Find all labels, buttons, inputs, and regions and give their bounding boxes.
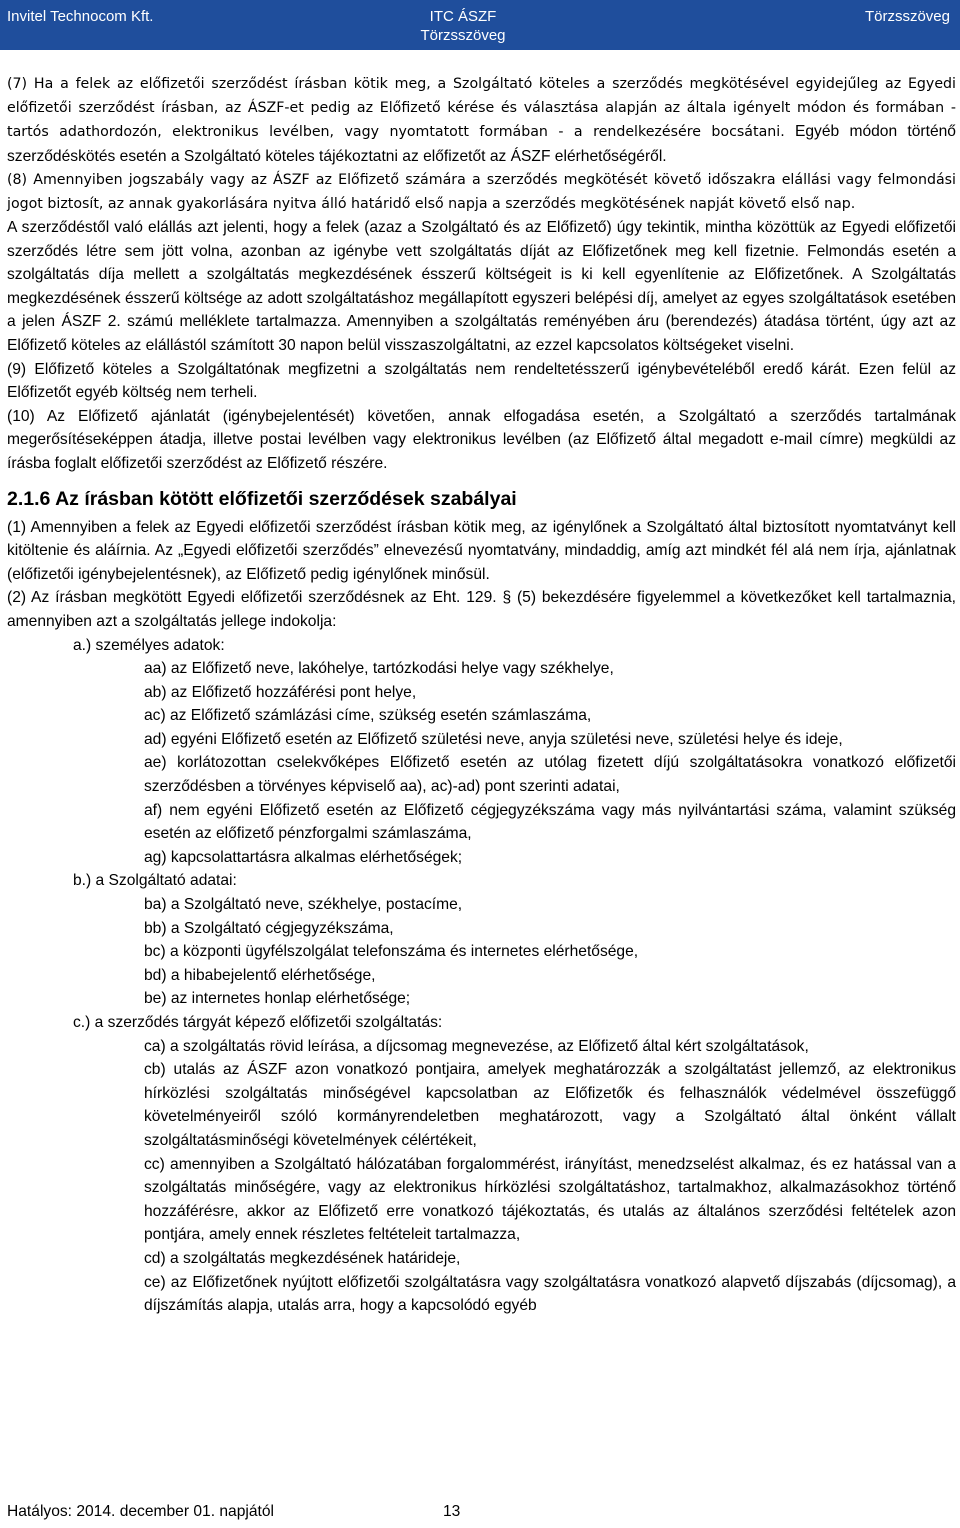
list-item: cb) utalás az ÁSZF azon vonatkozó pontjaira, amelyek meghatározzák a szolgáltatást jellemző, az elektronikus hírközlési szolgáltatás minőségével kapcsolatban az Előfizetők és felhasználók védelmével összefüggő követelményeiről szóló kormányrendeletben meghatározott, vagy a Szolgáltató által önként vállalt szolgáltatásminőségi követelmények célértékeit,: [144, 1061, 956, 1149]
page-header: [0, 0, 960, 50]
page-number: 13: [443, 1503, 461, 1520]
paragraph-7-part-2: Egyéb módon történő szerződéskötés esetén a Szolgáltató köteles tájékoztatni az előfizetőt az ÁSZF elérhetőségéről.: [7, 123, 956, 165]
header-company: Invitel Technocom Kft.: [7, 8, 154, 25]
header-document-title: [408, 7, 518, 45]
list-item: cc) amennyiben a Szolgáltató hálózatában forgalommérést, irányítást, menedzselést alkalmaz, és ez hatással van a szolgáltatás minőségére, vagy az elektronikus hírközlési szolgáltatáshoz, tartalmakhoz, alkalmazásokhoz történő hozzáférésre, akkor az Előfizető erre vonatkozó tájékoztatás, és utalás az általános szerződési feltételek azon pontjára, amely ennek részletes feltételeit tartalmazza,: [144, 1155, 956, 1244]
list-item: bb) a Szolgáltató cégjegyzékszáma,: [144, 919, 394, 937]
list-item: ba) a Szolgáltató neve, székhelye, postacíme,: [144, 896, 463, 914]
section-paragraph-2: (2) Az írásban megkötött Egyedi előfizetői szerződésnek az Eht. 129. § (5) bekezdésére figyelemmel a következőket kell tartalmaznia, amennyiben azt a szolgáltatás jellege indokolja:: [7, 589, 956, 630]
list-item: cd) a szolgáltatás megkezdésének határideje,: [144, 1249, 461, 1267]
paragraph-10: (10) Az Előfizető ajánlatát (igénybejelentését) követően, annak elfogadása esetén, a Szolgáltató a szerződés tartalmának megerősítéseképpen átadja, illetve postai levélben vagy elektronikus levélben (az Előfizető által megadott e-mail címre) megküldi az írásba foglalt előfizetői szerződést az Előfizető részére.: [7, 407, 956, 472]
header-title-line2: Törzsszöveg: [420, 27, 506, 44]
section-heading: 2.1.6 Az írásban kötött előfizetői szerződések szabályai: [7, 487, 517, 510]
list-a-label: a.) személyes adatok:: [73, 636, 225, 654]
list-b-label: b.) a Szolgáltató adatai:: [73, 872, 237, 890]
list-item: ca) a szolgáltatás rövid leírása, a díjcsomag megnevezése, az Előfizető által kért szolgáltatások,: [144, 1037, 809, 1055]
document-body: [7, 73, 956, 1318]
list-item: be) az internetes honlap elérhetősége;: [144, 990, 411, 1008]
list-item: ac) az Előfizető számlázási címe, szükség esetén számlaszáma,: [144, 707, 592, 725]
footer-effective-date: Hatályos: 2014. december 01. napjától: [7, 1503, 274, 1520]
page-footer: [7, 1502, 461, 1522]
header-title-line1: ITC ÁSZF: [429, 8, 497, 25]
list-c-label: c.) a szerződés tárgyát képező előfizetői szolgáltatás:: [73, 1014, 443, 1031]
list-item: ae) korlátozottan cselekvőképes Előfizető esetén az utólag fizetett díjú szolgáltatásokra vonatkozó előfizetői szerződésben a törvényes képviselő aa), ac)-ad) pont szerinti adatai,: [144, 754, 956, 796]
section-paragraph-1: (1) Amennyiben a felek az Egyedi előfizetői szerződést írásban kötik meg, az igénylőnek a Szolgáltató által biztosított nyomtatványt kell kitöltenie és aláírnia. Az „Egyedi előfizetői szerződés” elnevezésű nyomtatvány, mindaddig, amíg azt mindkét fél alá nem írja, ajánlatnak (előfizetői igénybejelentésnek), az Előfizető pedig igénylőnek minősül.: [7, 518, 956, 583]
list-item: af) nem egyéni Előfizető esetén az Előfizető cégjegyzékszáma vagy más nyilvántartási száma, valamint szükség esetén az előfizető pénzforgalmi számlaszáma,: [144, 801, 956, 843]
list-item: ce) az Előfizetőnek nyújtott előfizetői szolgáltatásra vagy szolgáltatásra vonatkozó alapvető díjszabás (díjcsomag), a díjszámítás alapja, utalás arra, hogy a kapcsolódó egyéb: [144, 1273, 956, 1315]
list-item: ag) kapcsolattartásra alkalmas elérhetőségek;: [144, 848, 463, 866]
paragraph-withdrawal: A szerződéstől való elállás azt jelenti, hogy a felek (azaz a Szolgáltató és az Előfizető) úgy tekintik, mintha közöttük az Egyedi előfizetői szerződés létre sem jött volna, azonban az igénybe vett szolgáltatás díját az Előfizetőnek meg kell fizetnie. Felmondás esetén a szolgáltatás díja mellett a szolgáltatás megkezdésének ésszerű költségeit is ki kell egyenlítenie az Előfizetőnek. A Szolgáltatás megkezdésének ésszerű költsége az adott szolgáltatáshoz megállapított egyszeri belépési díj, amelyet az egyes szolgáltatások esetében a jelen ÁSZF 2. számú melléklete tartalmazza. Amennyiben a szolgáltatás reményében áru (berendezés) átadása történt, úgy azt az Előfizető köteles az elállástól számított 30 napon belül visszaszolgáltatni, az ezzel kapcsolatos költségeket viselni.: [7, 219, 956, 354]
header-right-label: Törzsszöveg: [864, 8, 950, 25]
paragraph-9: (9) Előfizető köteles a Szolgáltatónak megfizetni a szolgáltatás nem rendeltetésszerű igénybevételéből eredő kárát. Ezen felül az Előfizetőt egyéb költség nem terheli.: [7, 360, 956, 402]
paragraph-7: [7, 73, 956, 169]
list-item: bc) a központi ügyfélszolgálat telefonszáma és internetes elérhetősége,: [144, 943, 639, 961]
list-item: ad) egyéni Előfizető esetén az Előfizető születési neve, anyja születési neve, születési helye és ideje,: [144, 730, 843, 748]
list-item: bd) a hibabejelentő elérhetősége,: [144, 966, 376, 984]
list-item: aa) az Előfizető neve, lakóhelye, tartózkodási helye vagy székhelye,: [144, 660, 614, 678]
paragraph-7-part-1: (7) Ha a felek az előfizetői szerződést írásban kötik meg, a Szolgáltató köteles a szerződés megkötésével egyidejűleg az Egyedi előfizetői szerződést írásban, az ÁSZF-et pedig az Előfizető kérése és választása alapján az általa igényelt módon és formában - tartós adathordozón, elektronikus levélben, vagy nyomtatott formában - a rendelkezésére bocsátani.: [7, 76, 956, 140]
paragraph-8: (8) Amennyiben jogszabály vagy az ÁSZF az Előfizető számára a szerződés megkötését követő időszakra elállási vagy felmondási jogot biztosít, az annak gyakorlására nyitva álló határidő első napja a szerződés megkötésének napját követő első nap.: [7, 172, 956, 212]
list-item: ab) az Előfizető hozzáférési pont helye,: [144, 683, 417, 701]
